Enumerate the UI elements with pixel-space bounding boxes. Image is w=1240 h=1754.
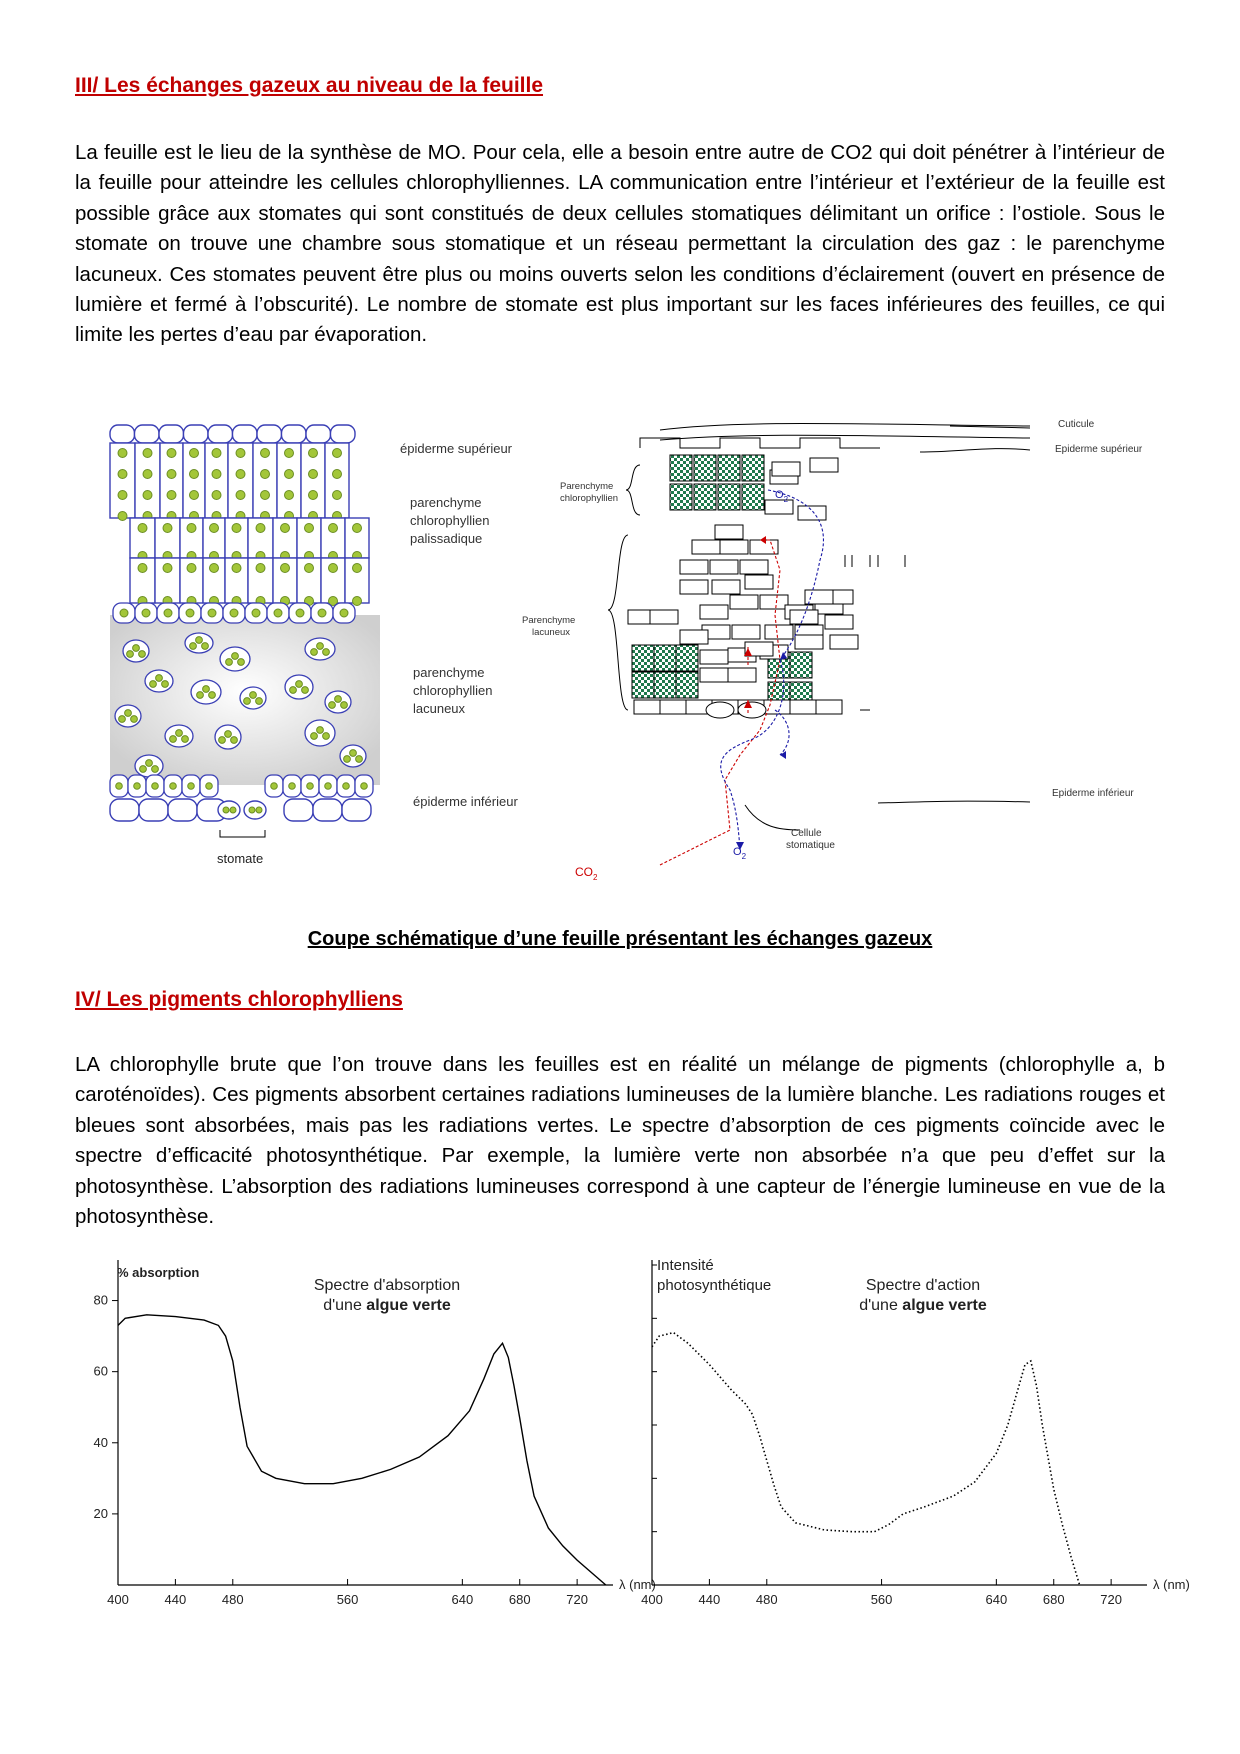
lower-epidermis-cell: [168, 799, 197, 821]
label-upper-epidermis-schema: Epiderme supérieur: [1055, 444, 1143, 455]
upper-epidermis-cell: [282, 425, 307, 443]
chloroplast: [309, 470, 318, 479]
label-palisade-3: palissadique: [410, 531, 483, 546]
chlorophyll-cell: [654, 645, 676, 671]
lower-epidermis-cell: [139, 799, 168, 821]
chloroplast: [256, 524, 265, 533]
label-spongy-1: parenchyme: [413, 665, 485, 680]
chloroplast: [350, 750, 357, 757]
chloroplast: [226, 659, 233, 666]
spongy-cell-box: [728, 668, 756, 682]
chlorophyll-cell: [676, 672, 698, 698]
chlorophyll-cell: [654, 672, 676, 698]
spectrum-curve: [118, 1315, 606, 1585]
spongy-cell-box: [680, 630, 708, 644]
chloroplast: [236, 470, 245, 479]
chloroplast: [118, 449, 127, 458]
x-tick-label: 560: [336, 1592, 359, 1607]
chloroplast: [236, 491, 245, 500]
chloroplast: [274, 609, 282, 617]
chloroplast: [142, 609, 150, 617]
chloroplast: [230, 807, 236, 813]
chloroplast: [146, 760, 153, 767]
chloroplast: [118, 512, 127, 521]
chloroplast: [223, 807, 229, 813]
upper-epidermis-cell: [110, 425, 135, 443]
absorption-spectrum-chart: [90, 1255, 656, 1615]
chloroplast: [150, 681, 157, 688]
chloroplast: [225, 731, 232, 738]
chloroplast: [190, 491, 199, 500]
chloroplast: [138, 524, 147, 533]
leaf-section-diagram: [105, 425, 565, 875]
y-axis-label-line2: photosynthétique: [657, 1277, 772, 1294]
chloroplast: [131, 716, 138, 723]
chloroplast: [238, 659, 245, 666]
upper-epidermis-cell: [306, 425, 331, 443]
chloroplast: [164, 609, 172, 617]
spectrum-curve: [652, 1333, 1080, 1585]
chloroplast: [343, 783, 350, 790]
chloroplast: [285, 449, 294, 458]
chloroplast: [208, 609, 216, 617]
chloroplast: [307, 783, 314, 790]
chloroplast: [329, 702, 336, 709]
section-3-heading: III/ Les échanges gazeux au niveau de la feuille: [75, 74, 544, 97]
chlorophyll-cell: [790, 652, 812, 678]
chloroplast: [163, 564, 172, 573]
chloroplast: [311, 649, 318, 656]
chloroplast: [271, 783, 278, 790]
chloroplast: [256, 807, 262, 813]
label-palisade-2: chlorophyllien: [410, 513, 490, 528]
schema-cells: [628, 438, 905, 718]
chloroplast: [232, 564, 241, 573]
chloroplast: [197, 692, 204, 699]
spongy-cell-box: [700, 650, 728, 664]
chloroplast: [344, 756, 351, 763]
chloroplast: [170, 783, 177, 790]
chloroplast: [244, 698, 251, 705]
chlorophyll-cell: [694, 484, 716, 510]
chlorophyll-cell: [718, 455, 740, 481]
chloroplast: [252, 609, 260, 617]
chloroplast: [311, 733, 318, 740]
upper-epidermis-cell: [233, 425, 258, 443]
y-tick-label: 80: [93, 1292, 108, 1308]
chloroplast: [302, 687, 309, 694]
chloroplast: [289, 783, 296, 790]
chloroplast: [285, 470, 294, 479]
section-4-paragraph: LA chlorophylle brute que l’on trouve dans les feuilles est en réalité un mélange de pigments (chlorophylle a, b caroténoïdes). Ces pigments absorbent certaines radiations lumineuses de la lumière blanche. Les radiations rouges et bleues sont absorbées, mais pas les radiations vertes. Le spectre d’absorption de ces pigments coïncide avec le spectre d’efficacité photosynthétique. Par exemple, la lumière verte non absorbée n’a que peu d’effet sur la photosynthèse. L’absorption des radiations lumineuses correspond à une capteur de l’énergie lumineuse en vue de la photosynthèse.: [75, 1053, 1165, 1229]
lower-epidermis-box: [634, 700, 660, 714]
chloroplast: [140, 766, 147, 773]
chloroplast: [202, 643, 209, 650]
section-4-heading: IV/ Les pigments chlorophylliens: [75, 988, 403, 1011]
co2-label: $CO_2$: [575, 865, 598, 882]
chloroplast: [356, 756, 363, 763]
chloroplast: [167, 449, 176, 458]
x-tick-label: 480: [221, 1592, 244, 1607]
spongy-cell-box: [710, 560, 738, 574]
x-tick-label: 400: [641, 1592, 663, 1607]
chloroplast: [325, 783, 332, 790]
x-axis-label: λ (nm): [619, 1577, 656, 1592]
chloroplast: [134, 783, 141, 790]
chloroplast: [236, 449, 245, 458]
chloroplast: [333, 491, 342, 500]
spongy-cell-box: [692, 540, 720, 554]
upper-epidermis-cell: [184, 425, 209, 443]
lower-epidermis-cell: [313, 799, 342, 821]
chloroplast: [309, 491, 318, 500]
label-stomate: stomate: [217, 851, 264, 866]
chloroplast: [361, 783, 368, 790]
chloroplast: [116, 783, 123, 790]
chloroplast: [138, 564, 147, 573]
chloroplast: [167, 470, 176, 479]
lower-epidermis-box: [660, 700, 686, 714]
chloroplast: [209, 692, 216, 699]
action-spectrum-chart: [615, 1255, 1190, 1615]
chlorophyll-cell: [742, 484, 764, 510]
label-cuticle: Cuticule: [1058, 419, 1095, 430]
label-spongy-parenchyma-1: Parenchyme: [522, 615, 576, 626]
y-axis-label-line1: Intensité: [657, 1257, 714, 1274]
stomatal-cell: [738, 702, 766, 718]
stomate-bracket: [220, 830, 265, 837]
x-tick-label: 560: [870, 1592, 893, 1607]
spongy-cell-box: [740, 560, 768, 574]
x-tick-label: 720: [1100, 1592, 1122, 1607]
spongy-cell-box: [798, 506, 826, 520]
chloroplast: [232, 524, 241, 533]
chloroplast: [256, 698, 263, 705]
chloroplast: [143, 470, 152, 479]
chloroplast: [119, 716, 126, 723]
o2-label-top: $O_2$: [775, 489, 789, 504]
chloroplast: [285, 491, 294, 500]
upper-epidermis-schema: [640, 438, 880, 448]
chloroplast: [190, 449, 199, 458]
y-tick-label: 20: [93, 1505, 108, 1521]
chloroplast: [317, 727, 324, 734]
chloroplast: [210, 524, 219, 533]
chloroplast: [170, 736, 177, 743]
chloroplast: [296, 609, 304, 617]
chloroplast: [212, 470, 221, 479]
x-tick-label: 480: [755, 1592, 778, 1607]
upper-epidermis-cell: [208, 425, 233, 443]
label-spongy-3: lacuneux: [413, 701, 466, 716]
label-chloro-parenchyma-1: Parenchyme: [560, 481, 614, 492]
chloroplast: [249, 807, 255, 813]
spongy-cell-box: [700, 605, 728, 619]
chloroplast: [156, 675, 163, 682]
chloroplast: [329, 524, 338, 533]
lower-epidermis-box: [816, 700, 842, 714]
spongy-cell-box: [765, 625, 793, 639]
label-spongy-2: chlorophyllien: [413, 683, 493, 698]
chloroplast: [353, 564, 362, 573]
chloroplast: [290, 687, 297, 694]
label-lower-epidermis: épiderme inférieur: [413, 794, 518, 809]
spongy-cell-box: [825, 615, 853, 629]
chloroplast: [317, 643, 324, 650]
chlorophyll-cell: [670, 484, 692, 510]
chlorophyll-cell: [718, 484, 740, 510]
x-tick-label: 440: [164, 1592, 187, 1607]
chloroplast: [152, 766, 159, 773]
chlorophyll-cell: [632, 645, 654, 671]
spongy-cell-box: [712, 580, 740, 594]
spongy-cell-box: [732, 625, 760, 639]
chloroplast: [261, 491, 270, 500]
chloroplast: [190, 470, 199, 479]
chloroplast: [353, 524, 362, 533]
x-tick-label: 640: [985, 1592, 1008, 1607]
x-tick-label: 680: [508, 1592, 531, 1607]
spongy-cell-box: [700, 668, 728, 682]
spongy-cell-box: [810, 458, 838, 472]
spongy-cell-box: [680, 560, 708, 574]
x-axis-label: λ (nm): [1153, 1577, 1190, 1592]
label-palisade-1: parenchyme: [410, 495, 482, 510]
lower-epidermis-cell: [284, 799, 313, 821]
chloroplast: [296, 681, 303, 688]
chloroplast: [232, 653, 239, 660]
spongy-cell-box: [720, 540, 748, 554]
chloroplast: [230, 609, 238, 617]
chloroplast: [118, 491, 127, 500]
chloroplast: [188, 783, 195, 790]
figure-caption: Coupe schématique d’une feuille présentant les échanges gazeux: [307, 928, 933, 950]
chloroplast: [176, 730, 183, 737]
chloroplast: [127, 651, 134, 658]
label-stomatal-cell-1: Cellule: [791, 828, 822, 839]
chloroplast: [256, 564, 265, 573]
spongy-cell-box: [715, 525, 743, 539]
chloroplast: [206, 783, 213, 790]
label-chloro-parenchyma-2: chlorophyllien: [560, 493, 619, 504]
section-3-paragraph: La feuille est le lieu de la synthèse de MO. Pour cela, elle a besoin entre autre de CO2 qui doit pénétrer à l’intérieur de la feuille pour atteindre les cellules chlorophylliennes. LA communication entre l’intérieur et l’extérieur de la feuille est possible grâce aux stomates qui sont constitués de deux cellules stomatiques délimitant un orifice : l’ostiole. Sous le stomate on trouve une chambre sous stomatique et un réseau permettant la circulation des gaz : le parenchyme lacuneux. Ces stomates peuvent être plus ou moins ouverts selon les conditions d’éclairement (ouvert en présence de lumière et fermé à l’obscurité). Le nombre de stomate est plus important sur les faces inférieures des feuilles, ce qui limite les pertes d’eau par évaporation.: [75, 141, 1165, 347]
chloroplast: [190, 643, 197, 650]
chlorophyll-cell: [742, 455, 764, 481]
chloroplast: [143, 491, 152, 500]
chloroplast: [333, 470, 342, 479]
y-tick-label: 60: [93, 1363, 108, 1379]
chloroplast: [335, 696, 342, 703]
chloroplast: [125, 710, 132, 717]
stomatal-cell: [706, 702, 734, 718]
chloroplast: [305, 564, 314, 573]
spongy-cell-box: [730, 595, 758, 609]
upper-epidermis-cell: [331, 425, 356, 443]
chloroplast: [323, 733, 330, 740]
label-lower-epidermis-schema: Epiderme inférieur: [1052, 788, 1134, 799]
spongy-cell-box: [650, 610, 678, 624]
chloroplast: [329, 564, 338, 573]
chloroplast: [203, 686, 210, 693]
upper-epidermis-cell: [159, 425, 184, 443]
chloroplast: [340, 609, 348, 617]
chloroplast: [323, 649, 330, 656]
chloroplast: [281, 564, 290, 573]
spongy-cell-box: [680, 580, 708, 594]
chloroplast: [250, 692, 257, 699]
chloroplast: [133, 645, 140, 652]
y-tick-label: 40: [93, 1434, 108, 1450]
lower-epidermis-cell: [110, 799, 139, 821]
spongy-cell-box: [745, 575, 773, 589]
spongy-cell-box: [795, 635, 823, 649]
chloroplast: [186, 609, 194, 617]
x-tick-label: 680: [1042, 1592, 1065, 1607]
y-axis-label: % absorption: [117, 1265, 200, 1280]
chart-title-line2: d'une algue verte: [859, 1297, 987, 1314]
o2-label-bottom: $O_2$: [733, 846, 747, 861]
chloroplast: [187, 564, 196, 573]
chloroplast: [187, 524, 196, 533]
chloroplast: [261, 449, 270, 458]
lower-epidermis-cell: [342, 799, 371, 821]
chloroplast: [212, 449, 221, 458]
chlorophyll-cell: [670, 455, 692, 481]
chlorophyll-cell: [694, 455, 716, 481]
chloroplast: [261, 470, 270, 479]
x-tick-label: 720: [566, 1592, 588, 1607]
chloroplast: [333, 449, 342, 458]
chloroplast: [318, 609, 326, 617]
chloroplast: [210, 564, 219, 573]
chloroplast: [152, 783, 159, 790]
gas-exchange-schema: [522, 410, 1180, 882]
chloroplast: [231, 737, 238, 744]
chloroplast: [309, 449, 318, 458]
chloroplast: [162, 681, 169, 688]
spongy-cell-box: [772, 462, 800, 476]
chloroplast: [353, 597, 362, 606]
chart-title-line1: Spectre d'action: [865, 1277, 981, 1294]
upper-epidermis-cell: [257, 425, 282, 443]
chloroplast: [305, 524, 314, 533]
chloroplast: [167, 491, 176, 500]
label-spongy-parenchyma-2: lacuneux: [532, 627, 571, 638]
chlorophyll-cell: [632, 672, 654, 698]
chloroplast: [219, 737, 226, 744]
chart-title-line2: d'une algue verte: [323, 1297, 451, 1314]
chloroplast: [212, 491, 221, 500]
chloroplast: [143, 449, 152, 458]
spongy-cell-box: [760, 595, 788, 609]
x-tick-label: 440: [698, 1592, 721, 1607]
label-upper-epidermis: épiderme supérieur: [400, 441, 513, 456]
chloroplast: [182, 736, 189, 743]
chlorophyll-cell: [676, 645, 698, 671]
chloroplast: [139, 651, 146, 658]
spongy-cell-box: [765, 500, 793, 514]
x-tick-label: 640: [451, 1592, 474, 1607]
label-stomatal-cell-2: stomatique: [786, 840, 835, 851]
chloroplast: [163, 524, 172, 533]
chloroplast: [120, 609, 128, 617]
chart-title-line1: Spectre d'absorption: [313, 1277, 461, 1294]
chloroplast: [341, 702, 348, 709]
chloroplast: [196, 637, 203, 644]
chloroplast: [281, 524, 290, 533]
upper-epidermis-cell: [135, 425, 160, 443]
spongy-cell-box: [830, 635, 858, 649]
chloroplast: [118, 470, 127, 479]
lower-epidermis-box: [790, 700, 816, 714]
x-tick-label: 400: [107, 1592, 129, 1607]
